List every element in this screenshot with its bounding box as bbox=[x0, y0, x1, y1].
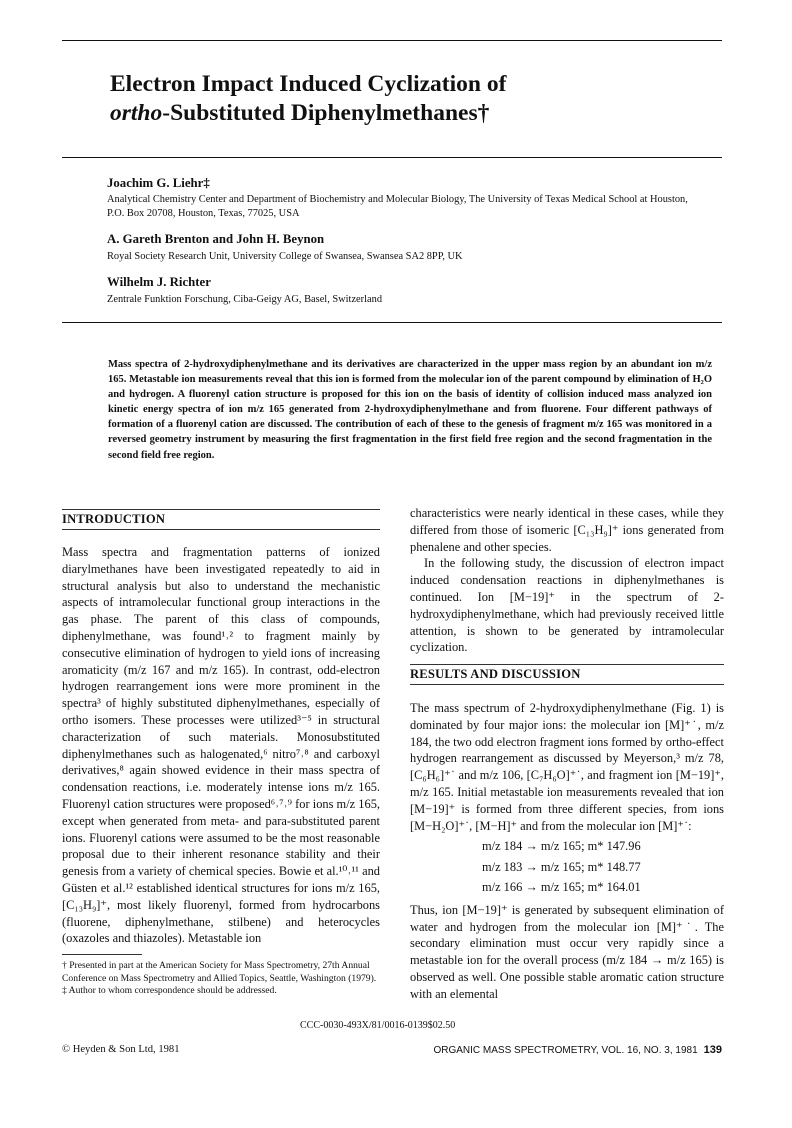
copyright: © Heyden & Son Ltd, 1981 bbox=[62, 1044, 180, 1055]
paper-title bbox=[110, 70, 670, 128]
footnotes bbox=[62, 960, 380, 998]
article-code: CCC-0030-493X/81/0016-0139$02.50 bbox=[300, 1020, 456, 1031]
journal-name: ORGANIC MASS SPECTROMETRY, VOL. 16, NO. 3, 1981 bbox=[433, 1045, 698, 1056]
equation-3: m/z 166 → m/z 165; m* 164.01 bbox=[482, 880, 641, 895]
intro-section bbox=[62, 512, 380, 527]
results-heading: RESULTS AND DISCUSSION bbox=[410, 667, 581, 681]
page-number: 139 bbox=[703, 1044, 722, 1056]
intro-top-rule bbox=[62, 509, 380, 510]
affiliation-1: Analytical Chemistry Center and Department of Biochemistry and Molecular Biology, The University of Texas Medical School at Houston, P.O. Box 20708, Houston, Texas, 77025, USA bbox=[107, 194, 688, 219]
footnote-1: † Presented in part at the American Society for Mass Spectrometry, 27th Annual Conference on Mass Spectrometry and Allied Topics, Seattle, Washington (1979). bbox=[62, 960, 377, 984]
authors-rule bbox=[62, 322, 722, 323]
intro-body bbox=[62, 544, 380, 947]
results-top-rule bbox=[410, 664, 724, 665]
abstract: Mass spectra of 2-hydroxydiphenylmethane and its derivatives are characterized in the upper mass region by an abundant ion m/z 165. Metastable ion measurements reveal that this ion is formed from the molecular ion of the parent compound by elimination of H₂O and hydrogen. A fluorenyl cation structure is proposed for this ion on the basis of identity of collision induced mass analyzed ion kinetic energy spectra of ion m/z 165 generated from 2-hydroxydiphenylmethane and from fluorene. Four different pathways of formation of a fluorenyl cation are discussed. The contribution of each of these to the genesis of fragment m/z 165 was monitored in a reversed geometry instrument by measuring the first fragmentation in the first field free region and the second fragmentation in the second field free region. bbox=[108, 359, 712, 461]
title-italic: ortho bbox=[110, 100, 163, 126]
author-2: A. Gareth Brenton and John H. Beynon bbox=[107, 232, 325, 246]
results-bottom-rule bbox=[410, 684, 724, 685]
title-rule bbox=[62, 157, 722, 158]
intro-paragraph: Mass spectra and fragmentation patterns of ionized diarylmethanes have been investigated repeatedly to aid in structural analysis but also to understand the mechanistic aspects of intramolecular functional group interactions in the gas phase. The parent of this class of compounds, diphenylmethane, was found¹˒² to fragment mainly by consecutive elimination of hydrogen to yield ions of increasing aromaticity (m/z 167 and m/z 165). In contrast, odd-electron hydrogen rearrangement ions were more prominent in the spectra³ of highly substituted diphenylmethanes, especially of ortho isomers. These processes were utilized³⁻⁵ in structural characterization of such materials. Monosubstituted diphenylmethanes such as halogenated,⁶ nitro⁷˒⁸ and carboxyl derivatives,⁸ again showed evidence in their mass spectra of condensation reactions, i.e. moderately intense ions m/z 165. Fluorenyl cation structures were proposed⁶˒⁷˒⁹ for ions m/z 165, except when generated from meta- and para-substituted parent ions. Fluorenyl cations were assumed to be the most reasonable proposal due to their inherent resonance stability and their genesis from a variety of chemical species. Bowie et al.¹⁰˒¹¹ and Güsten et al.¹² established identical structures for ions m/z 165, [C₁₃H₉]⁺, most likely fluorenyl, formed from hydrocarbons (fluorene, diphenylmethane, stilbene) and heterocycles (oxazoles and thiazoles). Metastable ion bbox=[62, 545, 380, 946]
affiliation-2: Royal Society Research Unit, University College of Swansea, Swansea SA2 8PP, UK bbox=[107, 251, 463, 262]
intro-heading: INTRODUCTION bbox=[62, 512, 166, 526]
affiliation-3: Zentrale Funktion Forschung, Ciba-Geigy AG, Basel, Switzerland bbox=[107, 294, 383, 305]
equation-1: m/z 184 → m/z 165; m* 147.96 bbox=[482, 839, 641, 854]
footnote-2: ‡ Author to whom correspondence should be addressed. bbox=[62, 985, 277, 996]
title-line-1: Electron Impact Induced Cyclization of bbox=[110, 71, 507, 97]
results-body bbox=[410, 700, 724, 1003]
equation-2: m/z 183 → m/z 165; m* 148.77 bbox=[482, 859, 641, 874]
title-line-2 bbox=[110, 99, 670, 128]
right-paragraph-1: characteristics were nearly identical in these cases, while they differed from those of isomeric [C₁₃H₉]⁺ ions generated from phenalene and other species. bbox=[410, 506, 724, 554]
journal-footer bbox=[433, 1044, 722, 1056]
results-paragraph-2: Thus, ion [M−19]⁺ is generated by subsequent elimination of water and hydrogen from the molecular ion [M]⁺˙. The secondary elimination must occur very rapidly since a metastable ion for the overall process (m/z 184 → m/z 165) is observed as well. One possible stable aromatic cation structure with an elemental bbox=[410, 902, 724, 1001]
right-paragraph-2: In the following study, the discussion of electron impact induced condensation reactions in diphenylmethanes is continued. Ion [M−19]⁺ in the spectrum of 2-hydroxydiphenylmethane, which had previously received little attention, is shown to be generated by intramolecular cyclization. bbox=[410, 556, 724, 655]
footnote-rule bbox=[62, 954, 142, 955]
top-rule bbox=[62, 40, 722, 41]
equations bbox=[410, 836, 724, 898]
results-paragraph-1: The mass spectrum of 2-hydroxydiphenylmethane (Fig. 1) is dominated by four major ions: the molecular ion [M]⁺˙, m/z 184, the two odd electron fragment ions formed by ortho-effect hydrogen rearrangement as discussed by Meyerson,³ m/z 78, [C₆H₆]⁺˙ and m/z 106, [C₇H₆O]⁺˙, and fragment ion [M−19]⁺, m/z 165. Initial metastable ion measurements revealed that ion [M−19]⁺ is formed from three different species, from ions [M−H₂O]⁺˙, [M−H]⁺ and from the molecular ion [M]⁺˙: bbox=[410, 701, 724, 833]
title-rest: -Substituted Diphenylmethanes† bbox=[162, 100, 490, 126]
author-3: Wilhelm J. Richter bbox=[107, 275, 211, 289]
intro-bottom-rule bbox=[62, 529, 380, 530]
author-1: Joachim G. Liehr‡ bbox=[107, 176, 210, 190]
right-top-body bbox=[410, 505, 724, 656]
